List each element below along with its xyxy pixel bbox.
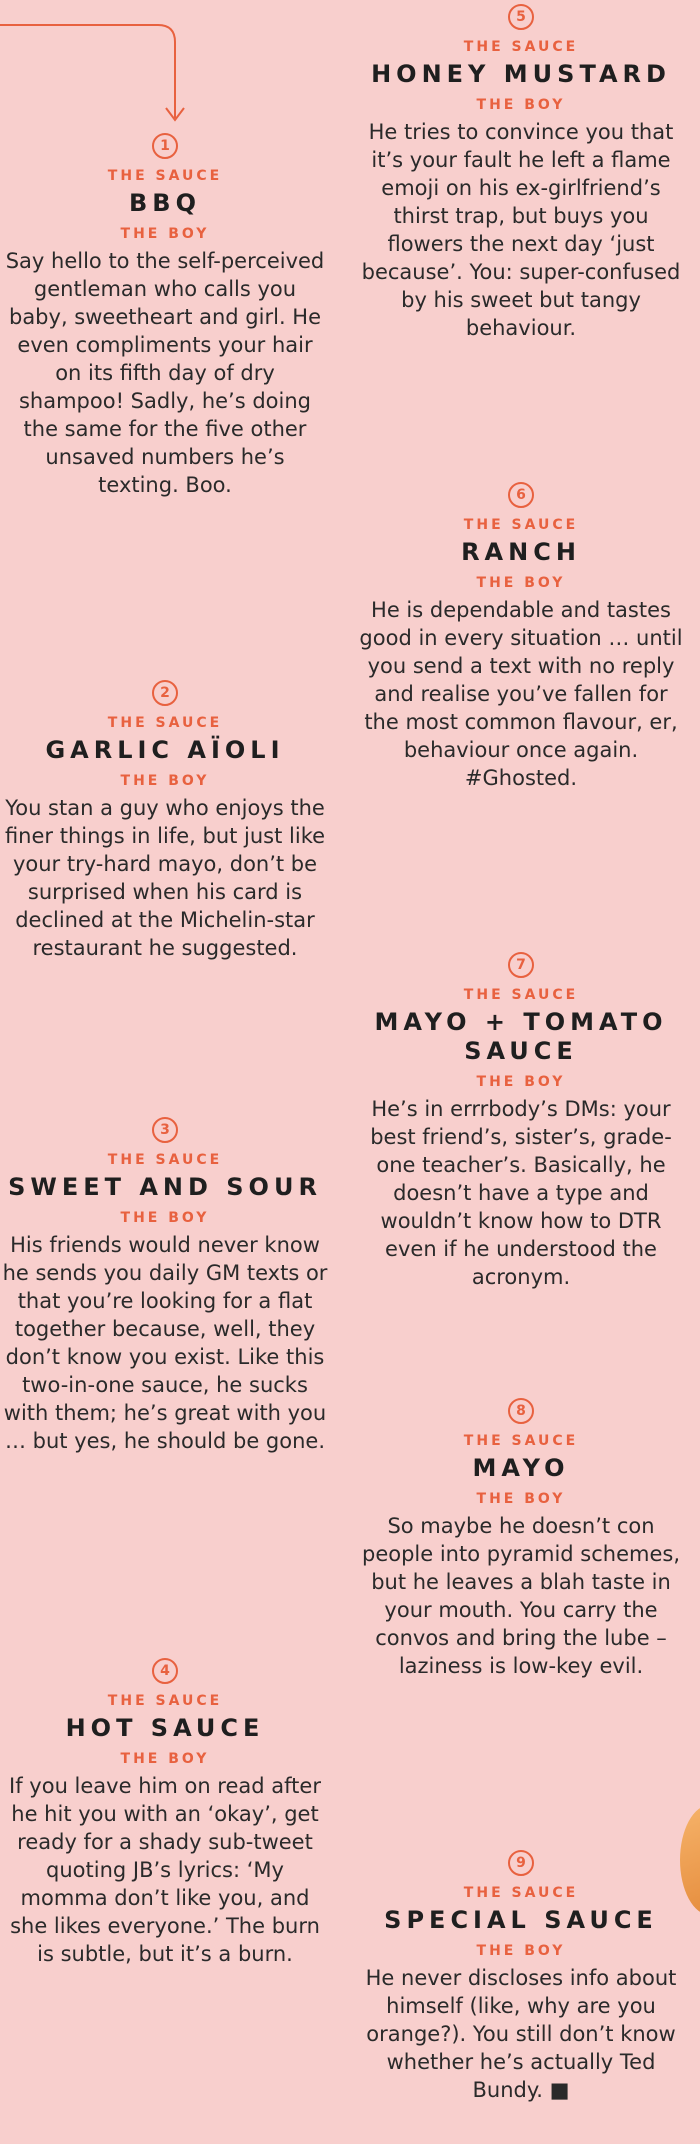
boy-label: THE BOY — [120, 226, 210, 242]
number-badge: 5 — [508, 4, 534, 30]
boy-description: So maybe he doesn’t con people into pyramid schemes, but he leaves a blah taste in your mouth. You carry the convos and bring the lube – laziness is low-key evil. — [361, 1514, 681, 1678]
sauce-entry-mayo — [352, 1398, 690, 1680]
sauce-entry-sweet-and-sour — [0, 1117, 330, 1455]
boy-description: He’s in errrbody’s DMs: your best friend’s, sister’s, grade-one teacher’s. Basically, he doesn’t have a type and wouldn’t know how to DTR even if he understood the acronym. — [370, 1097, 672, 1289]
sauce-entry-ranch — [352, 482, 690, 792]
boy-description: You stan a guy who enjoys the finer things in life, but just like your try-hard mayo, don’t be surprised when his card is declined at the Michelin-star restaurant he suggested. — [4, 796, 326, 960]
boy-label: THE BOY — [476, 1074, 566, 1090]
sauce-name: HONEY MUSTARD — [371, 60, 671, 88]
number-badge: 9 — [508, 1850, 534, 1876]
sauce-label: THE SAUCE — [463, 517, 579, 533]
number-badge: 4 — [152, 1658, 178, 1684]
sauce-name: SPECIAL SAUCE — [384, 1906, 658, 1934]
sauce-name: BBQ — [129, 189, 201, 217]
sauce-name: SWEET AND SOUR — [8, 1173, 322, 1201]
sauce-entry-hot-sauce — [0, 1658, 330, 1968]
sauce-label: THE SAUCE — [463, 1885, 579, 1901]
number-badge: 2 — [152, 680, 178, 706]
sauce-name: GARLIC AÏOLI — [45, 736, 285, 764]
sauce-label: THE SAUCE — [107, 1152, 223, 1168]
number-badge: 1 — [152, 133, 178, 159]
sauce-entry-honey-mustard — [352, 4, 690, 342]
sauce-entry-mayo-tomato — [352, 952, 690, 1291]
number-badge: 3 — [152, 1117, 178, 1143]
sauce-label: THE SAUCE — [463, 1433, 579, 1449]
sauce-entry-bbq — [0, 133, 330, 499]
sauce-label: THE SAUCE — [107, 1693, 223, 1709]
number-badge: 6 — [508, 482, 534, 508]
boy-description: His friends would never know he sends you daily GM texts or that you’re looking for a flat together because, well, they don’t know you exist. Like this two-in-one sauce, he sucks with them; he’s great with you … but yes, he should be gone. — [2, 1233, 328, 1453]
sauce-label: THE SAUCE — [463, 987, 579, 1003]
boy-label: THE BOY — [120, 773, 210, 789]
number-badge: 8 — [508, 1398, 534, 1424]
boy-label: THE BOY — [476, 1943, 566, 1959]
sauce-name: RANCH — [461, 538, 581, 566]
boy-description: He never discloses info about himself (like, why are you orange?). You still don’t know whether he’s actually Ted Bundy. ■ — [365, 1966, 677, 2102]
number-badge: 7 — [508, 952, 534, 978]
boy-description: He is dependable and tastes good in every situation … until you send a text with no reply and realise you’ve fallen for the most common flavour, er, behaviour once again. #Ghosted. — [359, 598, 683, 790]
boy-description: He tries to convince you that it’s your fault he left a flame emoji on his ex-girlfriend’s thirst trap, but buys you flowers the next day ‘just because’. You: super-confused by his sweet but tangy behaviour. — [361, 120, 681, 340]
sauce-label: THE SAUCE — [107, 715, 223, 731]
boy-label: THE BOY — [120, 1210, 210, 1226]
sauce-label: THE SAUCE — [107, 168, 223, 184]
boy-label: THE BOY — [476, 575, 566, 591]
sauce-name: MAYO + TOMATO SAUCE — [374, 1008, 668, 1065]
boy-description: If you leave him on read after he hit you with an ‘okay’, get ready for a shady sub-tweet quoting JB’s lyrics: ‘My momma don’t like you, and she likes everyone.’ The burn is subtle, but it’s a burn. — [9, 1774, 321, 1966]
boy-label: THE BOY — [476, 1491, 566, 1507]
sauce-entry-special-sauce — [352, 1850, 690, 2104]
sauce-entry-garlic-aioli — [0, 680, 330, 962]
boy-label: THE BOY — [120, 1751, 210, 1767]
sauce-label: THE SAUCE — [463, 39, 579, 55]
boy-label: THE BOY — [476, 97, 566, 113]
boy-description: Say hello to the self-perceived gentleman who calls you baby, sweetheart and girl. He even compliments your hair on its fifth day of dry shampoo! Sadly, he’s doing the same for the five other unsaved numbers he’s texting. Boo. — [5, 249, 325, 497]
sauce-name: MAYO — [472, 1454, 570, 1482]
arrow-connector-icon — [0, 0, 190, 125]
sauce-name: HOT SAUCE — [65, 1714, 265, 1742]
